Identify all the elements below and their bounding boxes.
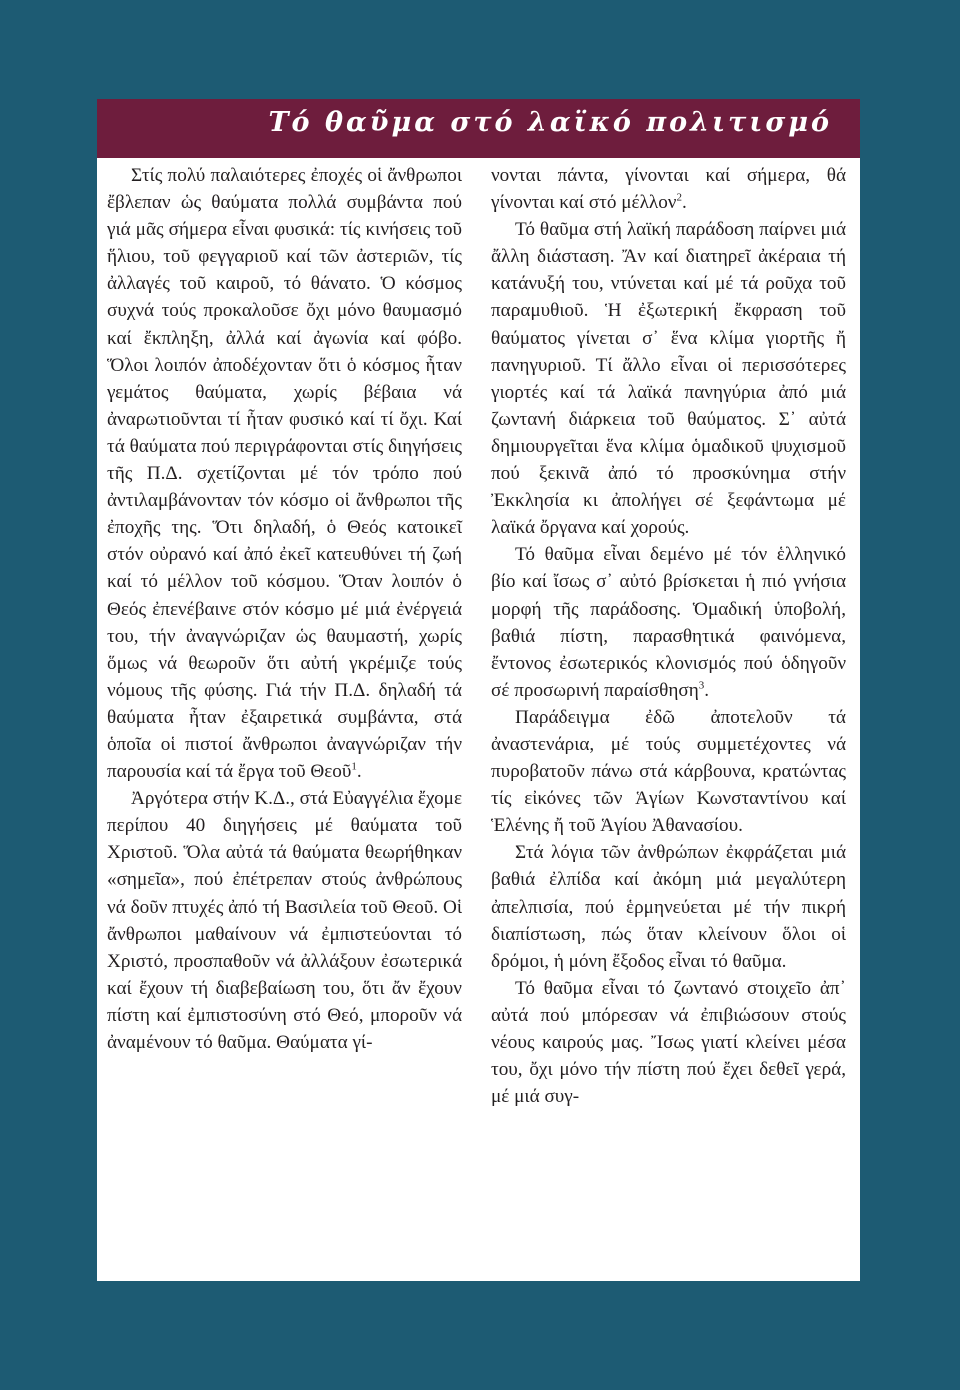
left-column [107,162,462,1056]
paragraph: Τό θαῦμα εἶναι δεμένο μέ τόν ἑλληνικό βίο καί ἴσως σ᾿ αὐτό βρίσκεται ἡ πιό γνήσια μορφή τῆς παράδοσης. Ὁμαδική ὑποβολή, βαθιά πίστη, παρασθητικά φαινόμενα, ἔντονος ἐσωτερικός κλονισμός πού ὁδηγοῦν σέ προσωρινή παραίσθηση$^3$. [491,544,846,701]
paragraph: Στίς πολύ παλαιότερες ἐποχές οἱ ἄνθρωποι ἔβλεπαν ὡς θαύματα πολλά συμβάντα πού γιά μᾶς σήμερα εἶναι φυσικά: τίς κινήσεις τοῦ ἥλιου, τοῦ φεγγαριοῦ καί τῶν ἀστεριῶν, τίς ἀλλαγές τοῦ καιροῦ, τό θάνατο. Ὁ κόσμος συχνά τούς προκαλοῦσε ὄχι μόνο θαυμασμό καί ἔκπληξη, ἀλλά καί ἀγωνία καί φόβο. Ὅλοι λοιπόν ἀποδέχονταν ὅτι ὁ κόσμος ἦταν γεμάτος θαύματα, χωρίς βέβαια νά ἀναρωτιοῦνται τί ἦταν φυσικό καί τί ὄχι. Καί τά θαύματα πού περιγράφονται στίς διηγήσεις τῆς Π.Δ. σχετίζονται μέ τόν τρόπο πού ἀντιλαμβάνονταν τόν κόσμο οἱ ἄνθρωποι τῆς ἐποχῆς της. Ὅτι δηλαδή, ὁ Θεός κατοικεῖ στόν οὐρανό καί ἀπό ἐκεῖ κατευθύνει τή ζωή καί τό μέλλον τοῦ κόσμου. Ὅταν λοιπόν ὁ Θεός ἐπενέβαινε στόν κόσμο μέ μιά ἐνέργειά του, τήν ἀναγνώριζαν ὡς θαυμαστή, χωρίς ὅμως νά θεωροῦν ὅτι αὐτή γκρέμιζε τούς νόμους τῆς φύσης. Γιά τήν Π.Δ. δηλαδή τά θαύματα ἦταν ἐξαιρετικά συμβάντα, στά ὁποῖα οἱ πιστοί ἄνθρωποι ἀναγνώριζαν τήν παρουσία καί τά ἔργα τοῦ Θεοῦ$^1$. [107,165,462,783]
paragraph: Παράδειγμα ἐδῶ ἀποτελοῦν τά ἀναστενάρια, μέ τούς συμμετέχοντες νά πυροβατοῦν πάνω στά κάρβουνα, κρατώντας τίς εἰκόνες τῶν Ἁγίων Κωνσταντίνου καί Ἑλένης ἤ τοῦ Ἁγίου Ἀθανασίου. [491,706,846,837]
paragraph-continuation: νονται πάντα, γίνονται καί σήμερα, θά γίνονται καί στό μέλλον$^2$. [491,165,846,214]
title-banner [97,99,860,158]
right-column [491,162,846,1110]
footnote-ref: 3 [698,679,705,692]
paragraph: Τό θαῦμα εἶναι τό ζωντανό στοιχεῖο ἀπ᾿ αὐτά πού μπόρεσαν νά ἐπιβιώσουν στούς νέους καιρούς μας. Ἴσως γιατί κλείνει μέσα του, ὄχι μόνο τήν πίστη πού ἔχει δεθεῖ γερά, μέ μιά συγ- [491,977,846,1108]
footnote-ref: 2 [676,191,682,204]
paragraph: Στά λόγια τῶν ἀνθρώπων ἐκφράζεται μιά βαθιά ἐλπίδα καί ἀκόμη μιά μεγαλύτερη ἀπελπισία, πού ἑρμηνεύεται μέ τήν πικρή διαπίστωση, πώς ὅταν κλείνουν ὅλοι οἱ δρόμοι, ἡ μόνη ἔξοδος εἶναι τό θαῦμα. [491,842,846,972]
paragraph: Ἀργότερα στήν Κ.Δ., στά Εὐαγγέλια ἔχομε περίπου 40 διηγήσεις μέ θαύματα τοῦ Χριστοῦ. Ὅλα αὐτά τά θαύματα θεωρήθηκαν «σημεῖα», πού ἐπέτρεπαν στούς ἀνθρώπους νά δοῦν πτυχές ἀπό τή Βασιλεία τοῦ Θεοῦ. Οἱ ἄνθρωποι μαθαίνουν νά ἐμπιστεύονται τό Χριστό, προσπαθοῦν νά ἀλλάξουν ἐσωτερικά καί ἔχουν τή διαβεβαίωση του, ὅτι ἄν ἔχουν πίστη καί ἐμπιστοσύνη στό Θεό, μποροῦν νά ἀναμένουν τό θαῦμα. Θαύματα γί- [107,788,463,1053]
page [97,99,860,1281]
paragraph: Τό θαῦμα στή λαϊκή παράδοση παίρνει μιά ἄλλη διάσταση. Ἄν καί διατηρεῖ ἀκέραια τή κατάνυξή του, ντύνεται καί μέ τά ροῦχα τοῦ παραμυθιοῦ. Ἡ ἐξωτερική ἔκφραση τοῦ θαύματος γίνεται σ᾿ ἕνα κλίμα γιορτῆς ἤ πανηγυριοῦ. Τί ἄλλο εἶναι οἱ περισσότερες γιορτές καί τά λαϊκά πανηγύρια ἀπό μιά ζωντανή διάρκεια τοῦ θαύματος. Σ᾿ αὐτά δημιουργεῖται ἕνα κλίμα ὁμαδικοῦ ψυχισμοῦ πού ξεκινᾶ ἀπό τό προσκύνημα στήν Ἐκκλησία κι ἀπολήγει σέ ξεφάντωμα μέ λαϊκά ὄργανα καί χορούς. [491,219,846,539]
page-title: Τό θαῦμα στό λαϊκό πολιτισμό [268,107,832,138]
footnote-ref: 1 [351,760,357,773]
